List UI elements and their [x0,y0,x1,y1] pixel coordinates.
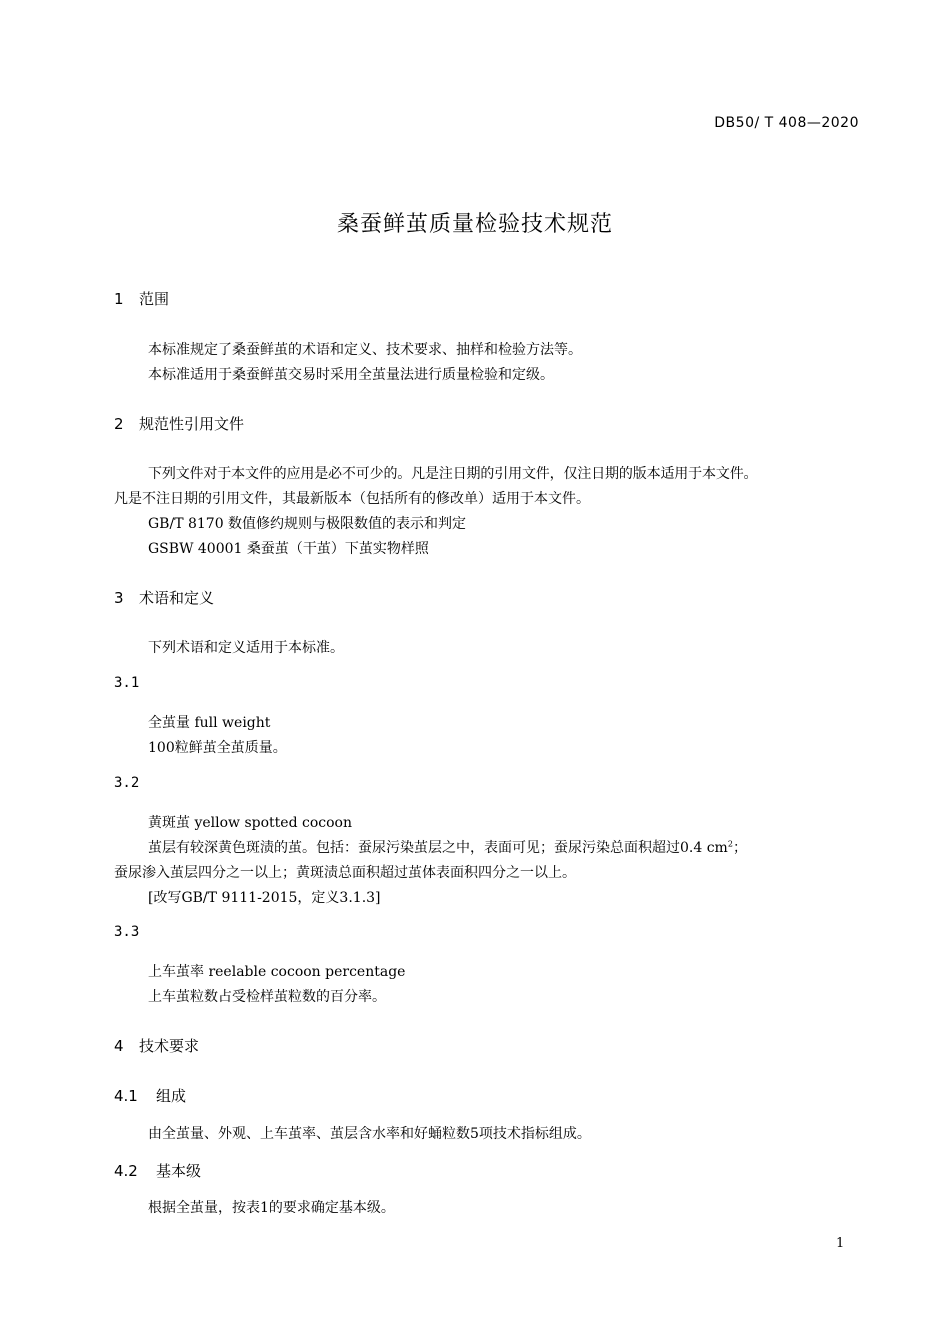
term-definition: 上车茧粒数占受检样茧粒数的百分率。 [148,989,386,1005]
section-title: 术语和定义 [139,589,215,607]
subsection-number: 3.1 [114,675,140,691]
source-note: [改写GB/T 9111-2015，定义3.1.3] [148,890,381,906]
section-3-heading [114,587,214,608]
subsection-title: 组成 [156,1087,187,1105]
section-number: 2 [114,415,124,433]
section-1-heading [114,288,169,309]
section-title: 范围 [139,290,170,308]
section-2-heading [114,413,244,434]
term-name: 黄斑茧 yellow spotted cocoon [148,815,352,831]
document-code: DB50/ T 408—2020 [714,115,859,131]
section-4-heading [114,1035,199,1056]
paragraph: 由全茧量、外观、上车茧率、茧层含水率和好蛹粒数5项技术指标组成。 [148,1126,591,1142]
paragraph: 本标准适用于桑蚕鲜茧交易时采用全茧量法进行质量检验和定级。 [148,367,554,383]
subsection-number: 4.1 [114,1087,138,1105]
term-definition: 100粒鲜茧全茧质量。 [148,740,287,756]
paragraph: 下列术语和定义适用于本标准。 [148,640,344,656]
term-name: 全茧量 full weight [148,715,271,731]
definition-text: 茧层有较深黄色斑渍的茧。包括：蚕尿污染茧层之中，表面可见；蚕尿污染总面积超过0.4 cm [148,840,728,856]
superscript: 2 [727,839,733,849]
section-number: 3 [114,589,124,607]
section-title: 技术要求 [139,1037,200,1055]
subsection-4-1-heading [114,1085,186,1106]
definition-punct: ； [732,840,747,856]
reference-item: GSBW 40001 桑蚕茧（干茧）下茧实物样照 [148,541,429,557]
document-title: 桑蚕鲜茧质量检验技术规范 [336,212,613,237]
subsection-number: 3.2 [114,775,140,791]
subsection-number: 3.3 [114,924,140,940]
section-title: 规范性引用文件 [139,415,245,433]
page-number: 1 [836,1236,845,1251]
term-name: 上车茧率 reelable cocoon percentage [148,964,406,980]
subsection-4-2-heading [114,1160,201,1181]
section-number: 4 [114,1037,124,1055]
paragraph-continuation: 凡是不注日期的引用文件，其最新版本（包括所有的修改单）适用于本文件。 [114,491,590,507]
term-definition-continuation: 蚕尿渗入茧层四分之一以上；黄斑渍总面积超过茧体表面积四分之一以上。 [114,865,576,881]
paragraph: 下列文件对于本文件的应用是必不可少的。凡是注日期的引用文件，仅注日期的版本适用于本文件。 [148,466,758,482]
reference-item: GB/T 8170 数值修约规则与极限数值的表示和判定 [148,516,467,532]
subsection-number: 4.2 [114,1162,138,1180]
section-number: 1 [114,290,124,308]
paragraph: 本标准规定了桑蚕鲜茧的术语和定义、技术要求、抽样和检验方法等。 [148,342,582,358]
paragraph: 根据全茧量，按表1的要求确定基本级。 [148,1200,395,1216]
subsection-title: 基本级 [156,1162,202,1180]
term-definition [148,837,747,857]
